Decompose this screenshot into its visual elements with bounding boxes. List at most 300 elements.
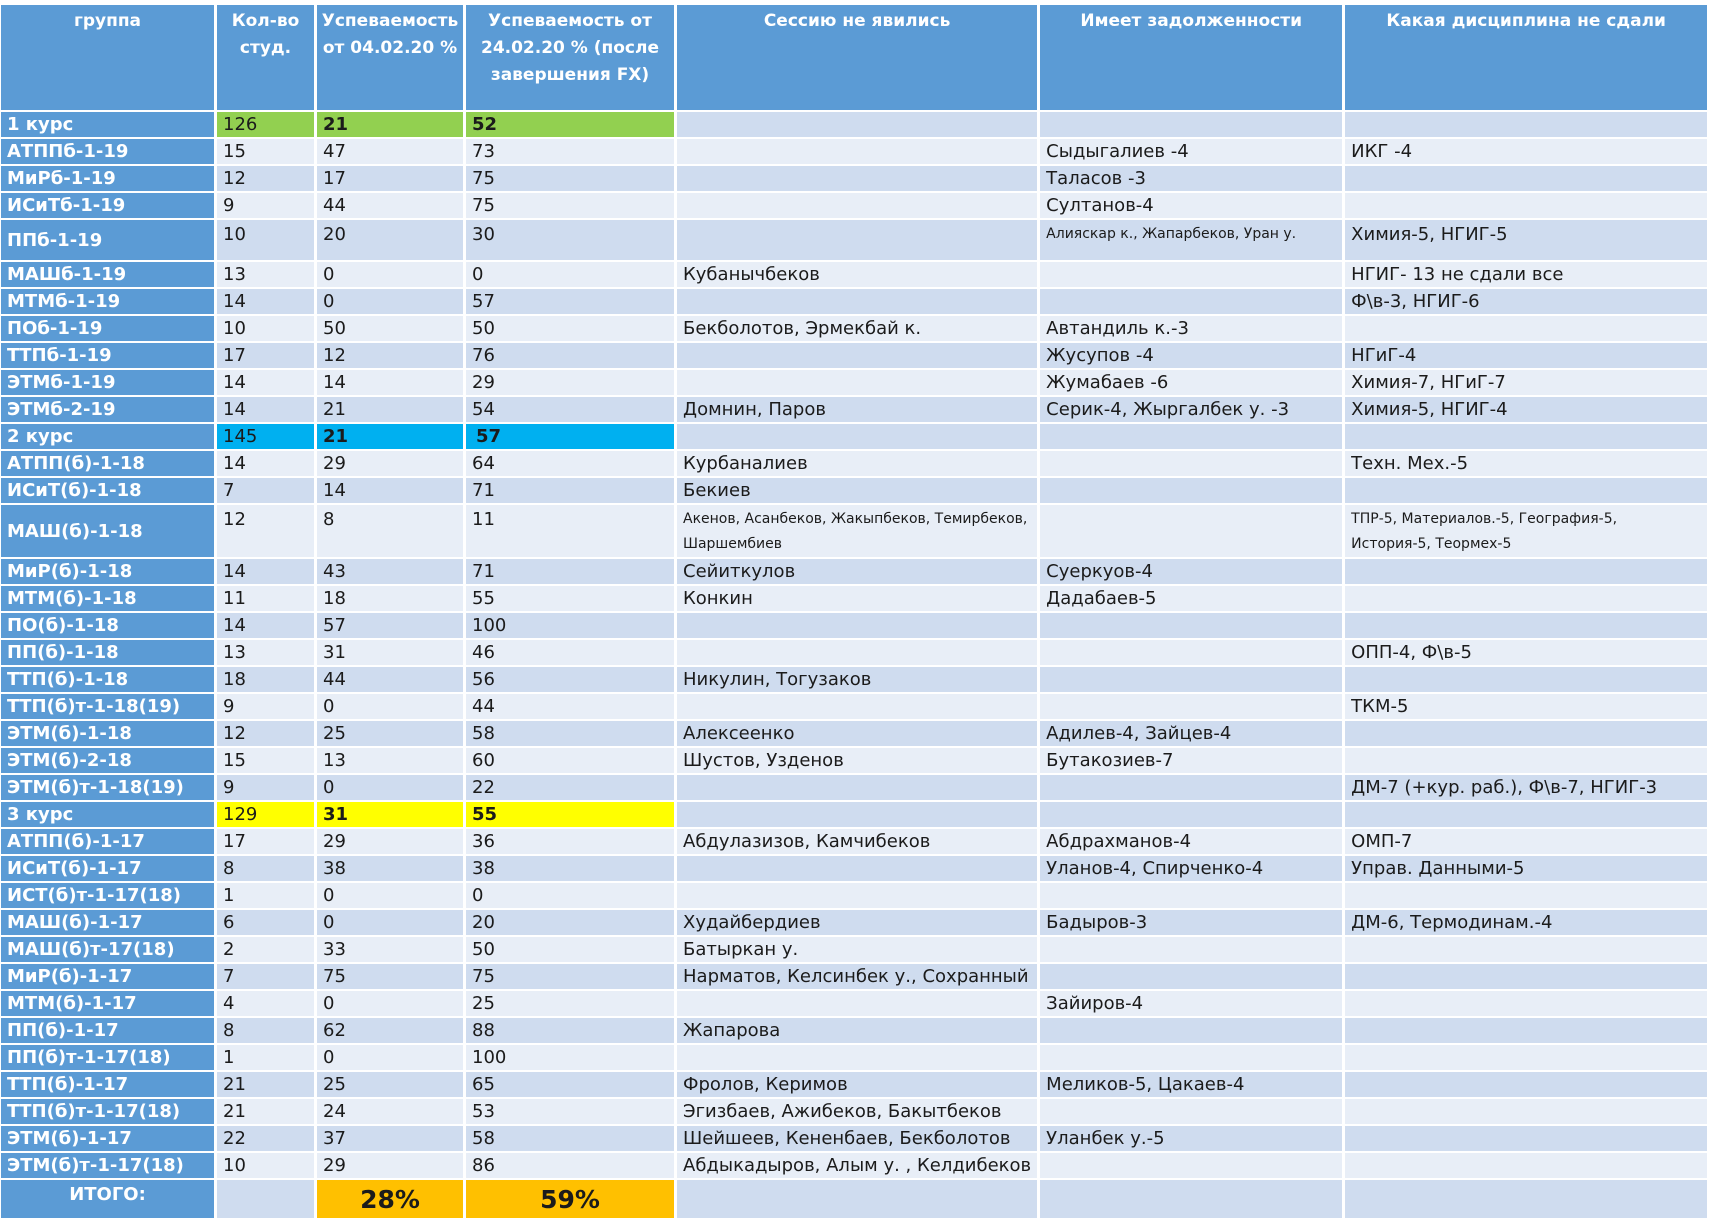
debts-cell: Абдрахманов-4 bbox=[1040, 829, 1345, 856]
group-cell: АТППб-1-19 bbox=[1, 139, 217, 166]
total-performance-0402: 28% bbox=[317, 1180, 466, 1220]
performance-2402-cell: 64 bbox=[466, 451, 677, 478]
header-row bbox=[1, 5, 1710, 112]
group-cell: МиРб-1-19 bbox=[1, 166, 217, 193]
performance-2402-cell: 76 bbox=[466, 343, 677, 370]
absent-cell: Никулин, Тогузаков bbox=[677, 667, 1040, 694]
performance-2402-cell: 0 bbox=[466, 883, 677, 910]
debts-cell: Серик-4, Жыргалбек у. -3 bbox=[1040, 397, 1345, 424]
absent-cell: Батыркан у. bbox=[677, 937, 1040, 964]
table-row bbox=[1, 451, 1710, 478]
table-row bbox=[1, 721, 1710, 748]
count-cell: 14 bbox=[217, 451, 317, 478]
table-row bbox=[1, 1153, 1710, 1180]
group-cell: ЭТМ(б)-2-18 bbox=[1, 748, 217, 775]
subjects-cell bbox=[1345, 166, 1710, 193]
subjects-cell: Управ. Данными-5 bbox=[1345, 856, 1710, 883]
performance-0402-cell: 29 bbox=[317, 1153, 466, 1180]
group-cell: ПП(б)-1-18 bbox=[1, 640, 217, 667]
performance-2402-cell: 25 bbox=[466, 991, 677, 1018]
performance-2402-cell: 86 bbox=[466, 1153, 677, 1180]
performance-0402-cell: 38 bbox=[317, 856, 466, 883]
subjects-cell bbox=[1345, 883, 1710, 910]
absent-cell bbox=[677, 856, 1040, 883]
group-cell: ПО(б)-1-18 bbox=[1, 613, 217, 640]
performance-2402-cell: 11 bbox=[466, 505, 677, 559]
subjects-cell: ТПР-5, Материалов.-5, География-5, История-5, Теормех-5 bbox=[1345, 505, 1710, 559]
absent-cell: Конкин bbox=[677, 586, 1040, 613]
debts-cell: Суеркуов-4 bbox=[1040, 559, 1345, 586]
absent-cell bbox=[677, 139, 1040, 166]
table-row bbox=[1, 289, 1710, 316]
debts-cell: Бадыров-3 bbox=[1040, 910, 1345, 937]
performance-2402-cell: 56 bbox=[466, 667, 677, 694]
performance-0402-cell: 44 bbox=[317, 667, 466, 694]
count-cell: 8 bbox=[217, 1018, 317, 1045]
debts-cell: Бутакозиев-7 bbox=[1040, 748, 1345, 775]
count-cell: 12 bbox=[217, 721, 317, 748]
performance-2402-cell: 75 bbox=[466, 964, 677, 991]
group-cell: 1 курс bbox=[1, 112, 217, 139]
absent-cell: Бекболотов, Эрмекбай к. bbox=[677, 316, 1040, 343]
count-cell: 9 bbox=[217, 775, 317, 802]
group-cell: ПП(б)т-1-17(18) bbox=[1, 1045, 217, 1072]
performance-2402-cell: 0 bbox=[466, 262, 677, 289]
performance-2402-cell: 73 bbox=[466, 139, 677, 166]
debts-cell bbox=[1040, 775, 1345, 802]
absent-cell: Бекиев bbox=[677, 478, 1040, 505]
performance-0402-cell: 14 bbox=[317, 478, 466, 505]
table-row bbox=[1, 667, 1710, 694]
performance-0402-cell: 29 bbox=[317, 451, 466, 478]
group-cell: ЭТМ(б)-1-17 bbox=[1, 1126, 217, 1153]
performance-2402-cell: 53 bbox=[466, 1099, 677, 1126]
absent-cell: Абдулазизов, Камчибеков bbox=[677, 829, 1040, 856]
absent-cell bbox=[677, 424, 1040, 451]
table-row bbox=[1, 262, 1710, 289]
table-row bbox=[1, 856, 1710, 883]
absent-cell: Акенов, Асанбеков, Жакыпбеков, Темирбеков, Шаршембиев bbox=[677, 505, 1040, 559]
absent-cell: Курбаналиев bbox=[677, 451, 1040, 478]
debts-cell: Жусупов -4 bbox=[1040, 343, 1345, 370]
count-cell: 126 bbox=[217, 112, 317, 139]
table-row bbox=[1, 343, 1710, 370]
debts-cell: Зайиров-4 bbox=[1040, 991, 1345, 1018]
subjects-cell bbox=[1345, 586, 1710, 613]
performance-2402-cell: 54 bbox=[466, 397, 677, 424]
performance-2402-cell: 22 bbox=[466, 775, 677, 802]
subjects-cell: Техн. Мех.-5 bbox=[1345, 451, 1710, 478]
absent-cell bbox=[677, 343, 1040, 370]
debts-cell: Алияскар к., Жапарбеков, Уран у. bbox=[1040, 220, 1345, 262]
table-row bbox=[1, 1072, 1710, 1099]
count-cell: 10 bbox=[217, 316, 317, 343]
absent-cell: Домнин, Паров bbox=[677, 397, 1040, 424]
debts-cell: Уланов-4, Спирченко-4 bbox=[1040, 856, 1345, 883]
group-cell: ТТП(б)т-1-17(18) bbox=[1, 1099, 217, 1126]
subjects-cell bbox=[1345, 721, 1710, 748]
debts-cell bbox=[1040, 613, 1345, 640]
subjects-cell bbox=[1345, 478, 1710, 505]
count-cell: 8 bbox=[217, 856, 317, 883]
absent-cell bbox=[677, 991, 1040, 1018]
absent-cell bbox=[677, 613, 1040, 640]
table-row bbox=[1, 478, 1710, 505]
count-cell: 12 bbox=[217, 505, 317, 559]
course-row bbox=[1, 802, 1710, 829]
performance-0402-cell: 0 bbox=[317, 883, 466, 910]
count-cell: 14 bbox=[217, 397, 317, 424]
performance-0402-cell: 17 bbox=[317, 166, 466, 193]
debts-cell: Меликов-5, Цакаев-4 bbox=[1040, 1072, 1345, 1099]
total-count bbox=[217, 1180, 317, 1220]
count-cell: 1 bbox=[217, 1045, 317, 1072]
count-cell: 1 bbox=[217, 883, 317, 910]
course-row bbox=[1, 112, 1710, 139]
performance-2402-cell: 57 bbox=[466, 289, 677, 316]
performance-2402-cell: 100 bbox=[466, 1045, 677, 1072]
count-cell: 145 bbox=[217, 424, 317, 451]
absent-cell bbox=[677, 640, 1040, 667]
absent-cell bbox=[677, 289, 1040, 316]
performance-0402-cell: 0 bbox=[317, 991, 466, 1018]
subjects-cell bbox=[1345, 964, 1710, 991]
group-cell: ТТП(б)т-1-18(19) bbox=[1, 694, 217, 721]
debts-cell: Дадабаев-5 bbox=[1040, 586, 1345, 613]
performance-0402-cell: 0 bbox=[317, 1045, 466, 1072]
subjects-cell bbox=[1345, 613, 1710, 640]
debts-cell bbox=[1040, 505, 1345, 559]
performance-2402-cell: 55 bbox=[466, 586, 677, 613]
absent-cell bbox=[677, 112, 1040, 139]
count-cell: 13 bbox=[217, 262, 317, 289]
subjects-cell bbox=[1345, 748, 1710, 775]
subjects-cell bbox=[1345, 667, 1710, 694]
count-cell: 7 bbox=[217, 478, 317, 505]
absent-cell bbox=[677, 802, 1040, 829]
debts-cell bbox=[1040, 1153, 1345, 1180]
debts-cell: Жумабаев -6 bbox=[1040, 370, 1345, 397]
performance-2402-cell: 100 bbox=[466, 613, 677, 640]
performance-0402-cell: 50 bbox=[317, 316, 466, 343]
subjects-cell: ОМП-7 bbox=[1345, 829, 1710, 856]
group-cell: ИСиТб-1-19 bbox=[1, 193, 217, 220]
group-cell: ЭТМ(б)-1-18 bbox=[1, 721, 217, 748]
performance-0402-cell: 0 bbox=[317, 694, 466, 721]
table-body bbox=[1, 112, 1710, 1180]
table-row bbox=[1, 139, 1710, 166]
group-cell: ЭТМ(б)т-1-18(19) bbox=[1, 775, 217, 802]
subjects-cell bbox=[1345, 991, 1710, 1018]
table-row bbox=[1, 991, 1710, 1018]
absent-cell: Алексеенко bbox=[677, 721, 1040, 748]
performance-0402-cell: 47 bbox=[317, 139, 466, 166]
performance-2402-cell: 71 bbox=[466, 478, 677, 505]
performance-0402-cell: 0 bbox=[317, 262, 466, 289]
count-cell: 15 bbox=[217, 139, 317, 166]
debts-cell bbox=[1040, 667, 1345, 694]
group-cell: ТТП(б)-1-17 bbox=[1, 1072, 217, 1099]
total-absent bbox=[677, 1180, 1040, 1220]
performance-0402-cell: 25 bbox=[317, 1072, 466, 1099]
performance-2402-cell: 75 bbox=[466, 193, 677, 220]
group-cell: ПОб-1-19 bbox=[1, 316, 217, 343]
group-cell: МиР(б)-1-18 bbox=[1, 559, 217, 586]
absent-cell bbox=[677, 370, 1040, 397]
absent-cell: Фролов, Керимов bbox=[677, 1072, 1040, 1099]
debts-cell: Адилев-4, Зайцев-4 bbox=[1040, 721, 1345, 748]
performance-0402-cell: 18 bbox=[317, 586, 466, 613]
subjects-cell: ТКМ-5 bbox=[1345, 694, 1710, 721]
absent-cell: Шейшеев, Кененбаев, Бекболотов bbox=[677, 1126, 1040, 1153]
group-cell: МАШ(б)-1-17 bbox=[1, 910, 217, 937]
count-cell: 4 bbox=[217, 991, 317, 1018]
group-cell: ИСиТ(б)-1-18 bbox=[1, 478, 217, 505]
performance-0402-cell: 0 bbox=[317, 289, 466, 316]
group-cell: ПП(б)-1-17 bbox=[1, 1018, 217, 1045]
performance-2402-cell: 58 bbox=[466, 721, 677, 748]
count-cell: 129 bbox=[217, 802, 317, 829]
subjects-cell bbox=[1345, 424, 1710, 451]
performance-2402-cell: 36 bbox=[466, 829, 677, 856]
performance-2402-cell: 55 bbox=[466, 802, 677, 829]
table-row bbox=[1, 220, 1710, 262]
header-count: Кол-во студ. bbox=[217, 5, 317, 112]
subjects-cell: ДМ-6, Термодинам.-4 bbox=[1345, 910, 1710, 937]
count-cell: 10 bbox=[217, 220, 317, 262]
group-cell: МТМб-1-19 bbox=[1, 289, 217, 316]
performance-0402-cell: 14 bbox=[317, 370, 466, 397]
performance-0402-cell: 33 bbox=[317, 937, 466, 964]
performance-2402-cell: 50 bbox=[466, 316, 677, 343]
table-row bbox=[1, 559, 1710, 586]
table-row bbox=[1, 1045, 1710, 1072]
performance-2402-cell: 46 bbox=[466, 640, 677, 667]
table-row bbox=[1, 640, 1710, 667]
debts-cell bbox=[1040, 1018, 1345, 1045]
count-cell: 18 bbox=[217, 667, 317, 694]
performance-0402-cell: 13 bbox=[317, 748, 466, 775]
debts-cell bbox=[1040, 883, 1345, 910]
subjects-cell: Химия-5, НГИГ-5 bbox=[1345, 220, 1710, 262]
performance-2402-cell: 60 bbox=[466, 748, 677, 775]
debts-cell: Сыдыгалиев -4 bbox=[1040, 139, 1345, 166]
subjects-cell bbox=[1345, 1126, 1710, 1153]
header-debts: Имеет задолженности bbox=[1040, 5, 1345, 112]
table-row bbox=[1, 694, 1710, 721]
subjects-cell bbox=[1345, 1018, 1710, 1045]
absent-cell: Худайбердиев bbox=[677, 910, 1040, 937]
table-row bbox=[1, 829, 1710, 856]
performance-0402-cell: 8 bbox=[317, 505, 466, 559]
debts-cell: Таласов -3 bbox=[1040, 166, 1345, 193]
total-debts bbox=[1040, 1180, 1345, 1220]
count-cell: 2 bbox=[217, 937, 317, 964]
subjects-cell: НГИГ- 13 не сдали все bbox=[1345, 262, 1710, 289]
performance-2402-cell: 52 bbox=[466, 112, 677, 139]
subjects-cell: ДМ-7 (+кур. раб.), Ф\в-7, НГИГ-3 bbox=[1345, 775, 1710, 802]
subjects-cell: ОПП-4, Ф\в-5 bbox=[1345, 640, 1710, 667]
table-row bbox=[1, 775, 1710, 802]
group-cell: АТПП(б)-1-18 bbox=[1, 451, 217, 478]
count-cell: 17 bbox=[217, 829, 317, 856]
subjects-cell bbox=[1345, 1099, 1710, 1126]
performance-0402-cell: 25 bbox=[317, 721, 466, 748]
table-row bbox=[1, 910, 1710, 937]
header-subjects: Какая дисциплина не сдали bbox=[1345, 5, 1710, 112]
performance-0402-cell: 57 bbox=[317, 613, 466, 640]
performance-0402-cell: 62 bbox=[317, 1018, 466, 1045]
debts-cell bbox=[1040, 112, 1345, 139]
count-cell: 17 bbox=[217, 343, 317, 370]
debts-cell bbox=[1040, 424, 1345, 451]
table-row bbox=[1, 964, 1710, 991]
performance-2402-cell: 29 bbox=[466, 370, 677, 397]
count-cell: 22 bbox=[217, 1126, 317, 1153]
count-cell: 9 bbox=[217, 193, 317, 220]
absent-cell bbox=[677, 193, 1040, 220]
debts-cell bbox=[1040, 1045, 1345, 1072]
performance-0402-cell: 20 bbox=[317, 220, 466, 262]
performance-2402-cell: 20 bbox=[466, 910, 677, 937]
performance-2402-cell: 88 bbox=[466, 1018, 677, 1045]
group-cell: ИСиТ(б)-1-17 bbox=[1, 856, 217, 883]
count-cell: 12 bbox=[217, 166, 317, 193]
count-cell: 11 bbox=[217, 586, 317, 613]
group-cell: ТТПб-1-19 bbox=[1, 343, 217, 370]
group-cell: МАШ(б)-1-18 bbox=[1, 505, 217, 559]
count-cell: 7 bbox=[217, 964, 317, 991]
subjects-cell bbox=[1345, 316, 1710, 343]
header-performance-0402: Успеваемость от 04.02.20 % bbox=[317, 5, 466, 112]
table-row bbox=[1, 937, 1710, 964]
table-row bbox=[1, 505, 1710, 559]
subjects-cell bbox=[1345, 1153, 1710, 1180]
absent-cell bbox=[677, 883, 1040, 910]
absent-cell bbox=[677, 166, 1040, 193]
performance-0402-cell: 29 bbox=[317, 829, 466, 856]
subjects-cell bbox=[1345, 802, 1710, 829]
count-cell: 9 bbox=[217, 694, 317, 721]
debts-cell bbox=[1040, 1099, 1345, 1126]
performance-2402-cell: 75 bbox=[466, 166, 677, 193]
subjects-cell bbox=[1345, 193, 1710, 220]
absent-cell: Шустов, Узденов bbox=[677, 748, 1040, 775]
subjects-cell: Ф\в-3, НГИГ-6 bbox=[1345, 289, 1710, 316]
count-cell: 13 bbox=[217, 640, 317, 667]
subjects-cell bbox=[1345, 559, 1710, 586]
debts-cell: Автандиль к.-3 bbox=[1040, 316, 1345, 343]
table-row bbox=[1, 193, 1710, 220]
subjects-cell: Химия-7, НГиГ-7 bbox=[1345, 370, 1710, 397]
count-cell: 14 bbox=[217, 613, 317, 640]
debts-cell bbox=[1040, 694, 1345, 721]
group-cell: МАШб-1-19 bbox=[1, 262, 217, 289]
performance-0402-cell: 21 bbox=[317, 112, 466, 139]
debts-cell bbox=[1040, 964, 1345, 991]
subjects-cell bbox=[1345, 937, 1710, 964]
table-row bbox=[1, 166, 1710, 193]
performance-0402-cell: 24 bbox=[317, 1099, 466, 1126]
total-row bbox=[1, 1180, 1710, 1220]
table-row bbox=[1, 1126, 1710, 1153]
header-group: группа bbox=[1, 5, 217, 112]
group-cell: МиР(б)-1-17 bbox=[1, 964, 217, 991]
debts-cell bbox=[1040, 451, 1345, 478]
performance-0402-cell: 31 bbox=[317, 640, 466, 667]
absent-cell: Абдыкадыров, Алым у. , Келдибеков bbox=[677, 1153, 1040, 1180]
count-cell: 14 bbox=[217, 289, 317, 316]
subjects-cell bbox=[1345, 1072, 1710, 1099]
absent-cell: Жапарова bbox=[677, 1018, 1040, 1045]
count-cell: 14 bbox=[217, 370, 317, 397]
performance-table bbox=[1, 5, 1710, 1220]
count-cell: 21 bbox=[217, 1099, 317, 1126]
debts-cell bbox=[1040, 802, 1345, 829]
performance-2402-cell: 50 bbox=[466, 937, 677, 964]
performance-2402-cell: 44 bbox=[466, 694, 677, 721]
performance-0402-cell: 12 bbox=[317, 343, 466, 370]
absent-cell: Сейиткулов bbox=[677, 559, 1040, 586]
count-cell: 6 bbox=[217, 910, 317, 937]
debts-cell: Султанов-4 bbox=[1040, 193, 1345, 220]
table-row bbox=[1, 586, 1710, 613]
performance-0402-cell: 75 bbox=[317, 964, 466, 991]
group-cell: МТМ(б)-1-17 bbox=[1, 991, 217, 1018]
performance-0402-cell: 31 bbox=[317, 802, 466, 829]
performance-0402-cell: 44 bbox=[317, 193, 466, 220]
performance-2402-cell: 71 bbox=[466, 559, 677, 586]
group-cell: 3 курс bbox=[1, 802, 217, 829]
subjects-cell bbox=[1345, 112, 1710, 139]
debts-cell bbox=[1040, 478, 1345, 505]
performance-0402-cell: 37 bbox=[317, 1126, 466, 1153]
performance-2402-cell: 58 bbox=[466, 1126, 677, 1153]
group-cell: ЭТМб-2-19 bbox=[1, 397, 217, 424]
debts-cell bbox=[1040, 640, 1345, 667]
table-row bbox=[1, 883, 1710, 910]
table-row bbox=[1, 1018, 1710, 1045]
subjects-cell: Химия-5, НГИГ-4 bbox=[1345, 397, 1710, 424]
header-absent: Сессию не явились bbox=[677, 5, 1040, 112]
absent-cell bbox=[677, 694, 1040, 721]
count-cell: 14 bbox=[217, 559, 317, 586]
performance-0402-cell: 21 bbox=[317, 424, 466, 451]
subjects-cell bbox=[1345, 1045, 1710, 1072]
performance-0402-cell: 21 bbox=[317, 397, 466, 424]
debts-cell bbox=[1040, 937, 1345, 964]
group-cell: ППб-1-19 bbox=[1, 220, 217, 262]
subjects-cell: НГиГ-4 bbox=[1345, 343, 1710, 370]
table-row bbox=[1, 748, 1710, 775]
group-cell: ИСТ(б)т-1-17(18) bbox=[1, 883, 217, 910]
debts-cell bbox=[1040, 289, 1345, 316]
debts-cell: Уланбек у.-5 bbox=[1040, 1126, 1345, 1153]
group-cell: АТПП(б)-1-17 bbox=[1, 829, 217, 856]
subjects-cell: ИКГ -4 bbox=[1345, 139, 1710, 166]
group-cell: 2 курс bbox=[1, 424, 217, 451]
table-row bbox=[1, 316, 1710, 343]
count-cell: 15 bbox=[217, 748, 317, 775]
group-cell: МАШ(б)т-17(18) bbox=[1, 937, 217, 964]
count-cell: 21 bbox=[217, 1072, 317, 1099]
count-cell: 10 bbox=[217, 1153, 317, 1180]
performance-2402-cell: 38 bbox=[466, 856, 677, 883]
group-cell: МТМ(б)-1-18 bbox=[1, 586, 217, 613]
absent-cell bbox=[677, 1045, 1040, 1072]
table-row bbox=[1, 397, 1710, 424]
performance-2402-cell: 65 bbox=[466, 1072, 677, 1099]
